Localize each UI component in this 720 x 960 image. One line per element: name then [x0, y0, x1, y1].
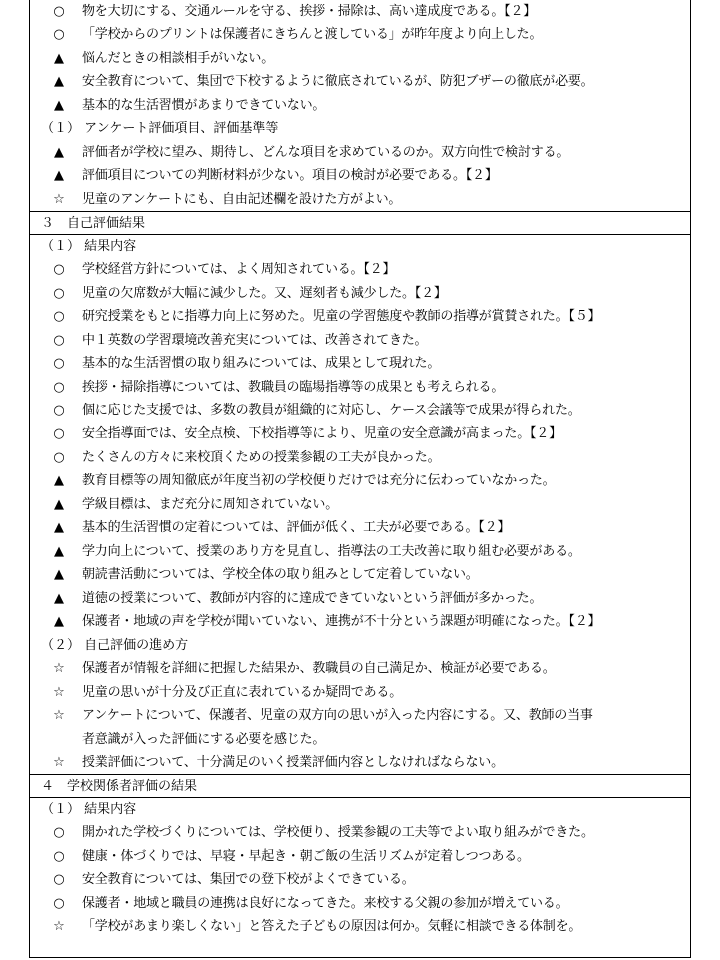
list-item-text: 挨拶・掃除指導については、教職員の臨場指導等の成果とも考えられる。: [82, 379, 505, 395]
list-item: [30, 305, 690, 328]
triangle-mark-icon: ▲: [54, 590, 64, 606]
triangle-mark-icon: ▲: [54, 50, 64, 66]
list-item-text: 保護者・地域と職員の連携は良好になってきた。来校する父親の参加が増えている。: [82, 895, 569, 911]
list-item-text: 教育目標等の周知徹底が年度当初の学校便りだけでは充分に伝わっていなかった。: [82, 473, 556, 489]
list-item-text: 安全指導面では、安全点検、下校指導等により、児童の安全意識が高まった。【２】: [82, 426, 562, 442]
list-item-text: 安全教育について、集団で下校するように徹底されているが、防犯ブザーの徹底が必要。: [82, 74, 594, 90]
triangle-mark-icon: ▲: [54, 543, 64, 559]
subsection-heading: [30, 634, 690, 657]
list-item: [30, 821, 690, 844]
section-title-text: ４ 学校関係者評価の結果: [41, 779, 198, 795]
evaluation-report-document: [29, 0, 691, 958]
circle-mark-icon: ○: [53, 379, 65, 395]
list-item-text: 「学校があまり楽しくない」と答えた子どもの原因は何か。気軽に相談できる体制を。: [82, 919, 582, 935]
circle-mark-icon: ○: [53, 449, 65, 465]
section-title: [30, 774, 690, 797]
triangle-mark-icon: ▲: [54, 614, 64, 630]
list-item-text: 児童の思いが十分及び正直に表れているか疑問である。: [82, 684, 403, 700]
list-item: [30, 728, 690, 751]
triangle-mark-icon: ▲: [54, 74, 64, 90]
circle-mark-icon: ○: [53, 262, 65, 278]
star-mark-icon: ☆: [53, 661, 65, 677]
list-item-text: 児童の欠席数が大幅に減少した。又、遅刻者も減少した。【２】: [82, 285, 447, 301]
circle-mark-icon: ○: [53, 825, 65, 841]
list-item-text: アンケートについて、保護者、児童の双方向の思いが入った内容にする。又、教師の当事: [82, 708, 593, 724]
subsection-heading-text: （１） 結果内容: [41, 238, 137, 254]
circle-mark-icon: ○: [53, 27, 65, 43]
subsection-heading-text: （１） 結果内容: [41, 801, 137, 817]
subsection-heading: [30, 798, 690, 821]
list-item-text: 基本的生活習慣の定着については、評価が低く、工夫が必要である。【２】: [82, 520, 511, 536]
list-item: [30, 868, 690, 891]
triangle-mark-icon: ▲: [54, 496, 64, 512]
list-item: [30, 915, 690, 938]
list-item-text: 学校経営方針については、よく周知されている。【２】: [82, 262, 396, 278]
list-item-text: 開かれた学校づくりについては、学校便り、授業参観の工夫等でよい取り組みができた。: [82, 825, 594, 841]
list-item-text: 道徳の授業について、教師が内容的に達成できていないという評価が多かった。: [82, 590, 543, 606]
list-item: [30, 164, 690, 187]
list-item-text: 悩んだときの相談相手がいない。: [82, 50, 275, 66]
list-item-text: 物を大切にする、交通ルールを守る、挨拶・掃除は、高い達成度である。【２】: [82, 4, 537, 19]
list-item: [30, 352, 690, 375]
triangle-mark-icon: ▲: [54, 168, 64, 184]
list-item: [30, 469, 690, 492]
list-item-text: 研究授業をもとに指導力向上に努めた。児童の学習態度や教師の指導が賞賛された。【５】: [82, 309, 601, 325]
circle-mark-icon: ○: [53, 309, 65, 325]
list-item: [30, 329, 690, 352]
list-item-text: たくさんの方々に来校頂くための授業参観の工夫が良かった。: [82, 449, 441, 465]
circle-mark-icon: ○: [53, 895, 65, 911]
list-item: [30, 446, 690, 469]
list-item: [30, 47, 690, 70]
star-mark-icon: ☆: [53, 919, 65, 935]
circle-mark-icon: ○: [53, 426, 65, 442]
list-item-text: 安全教育については、集団での登下校がよくできている。: [82, 872, 415, 888]
list-item: [30, 751, 690, 774]
circle-mark-icon: ○: [53, 332, 65, 348]
list-item: [30, 540, 690, 563]
circle-mark-icon: ○: [53, 402, 65, 418]
circle-mark-icon: ○: [53, 4, 65, 19]
list-item-text: 個に応じた支援では、多数の教員が組織的に対応し、ケース会議等で成果が得られた。: [82, 402, 581, 418]
list-item-text: 保護者・地域の声を学校が聞いていない、連携が不十分という課題が明確になった。【２】: [82, 614, 601, 630]
list-item-text: 評価項目についての判断材料が少ない。項目の検討が必要である。【２】: [82, 168, 498, 184]
subsection-heading-text: （１） アンケート評価項目、評価基準等: [41, 121, 279, 137]
list-item: [30, 563, 690, 586]
list-item-text: 学級目標は、まだ充分に周知されていない。: [82, 496, 339, 512]
list-item: [30, 141, 690, 164]
list-item: [30, 892, 690, 915]
list-item-text: 児童のアンケートにも、自由記述欄を設けた方がよい。: [82, 191, 402, 207]
list-item-text: 学力向上について、授業のあり方を見直し、指導法の工夫改善に取り組む必要がある。: [82, 543, 581, 559]
list-item: [30, 94, 690, 117]
list-item-text: 授業評価について、十分満足のいく授業評価内容としなければならない。: [82, 755, 504, 770]
list-item: [30, 493, 690, 516]
list-item: [30, 610, 690, 633]
star-mark-icon: ☆: [53, 708, 65, 724]
section-title-text: ３ 自己評価結果: [41, 216, 146, 232]
subsection-heading: [30, 235, 690, 258]
circle-mark-icon: ○: [53, 356, 65, 372]
subsection-heading: [30, 117, 690, 140]
list-item: [30, 587, 690, 610]
triangle-mark-icon: ▲: [54, 97, 64, 113]
list-item: [30, 23, 690, 46]
circle-mark-icon: ○: [53, 848, 65, 864]
circle-mark-icon: ○: [53, 285, 65, 301]
list-item-text: 基本的な生活習慣があまりできていない。: [82, 97, 326, 113]
list-item: [30, 704, 690, 727]
list-item-text: 健康・体づくりでは、早寝・早起き・朝ご飯の生活リズムが定着しつつある。: [82, 848, 530, 864]
list-item-text: 保護者が情報を詳細に把握した結果か、教職員の自己満足か、検証が必要である。: [82, 661, 556, 677]
list-item: [30, 399, 690, 422]
list-item: [30, 422, 690, 445]
section-title: [30, 211, 690, 234]
list-item-text: 基本的な生活習慣の取り組みについては、成果として現れた。: [82, 356, 441, 372]
list-item: [30, 0, 690, 23]
list-item: [30, 282, 690, 305]
star-mark-icon: ☆: [53, 191, 65, 207]
subsection-heading-text: （２） 自己評価の進め方: [41, 637, 189, 653]
list-item: [30, 188, 690, 211]
list-item: [30, 657, 690, 680]
list-item: [30, 681, 690, 704]
list-item-text: 「学校からのプリントは保護者にきちんと渡している」が昨年度より向上した。: [82, 27, 543, 43]
list-item-text: 者意識が入った評価にする必要を感じた。: [82, 731, 326, 747]
list-item: [30, 516, 690, 539]
triangle-mark-icon: ▲: [54, 520, 64, 536]
circle-mark-icon: ○: [53, 872, 65, 888]
star-mark-icon: ☆: [53, 684, 65, 700]
list-item-text: 評価者が学校に望み、期待し、どんな項目を求めているのか。双方向性で検討する。: [82, 144, 570, 160]
list-item: [30, 845, 690, 868]
triangle-mark-icon: ▲: [54, 567, 64, 583]
list-item-text: 朝読書活動については、学校全体の取り組みとして定着していない。: [82, 567, 479, 583]
list-item: [30, 258, 690, 281]
triangle-mark-icon: ▲: [54, 144, 64, 160]
list-item: [30, 70, 690, 93]
list-item-text: 中１英数の学習環境改善充実については、改善されてきた。: [82, 332, 428, 348]
star-mark-icon: ☆: [53, 755, 65, 770]
list-item: [30, 376, 690, 399]
triangle-mark-icon: ▲: [54, 473, 64, 489]
